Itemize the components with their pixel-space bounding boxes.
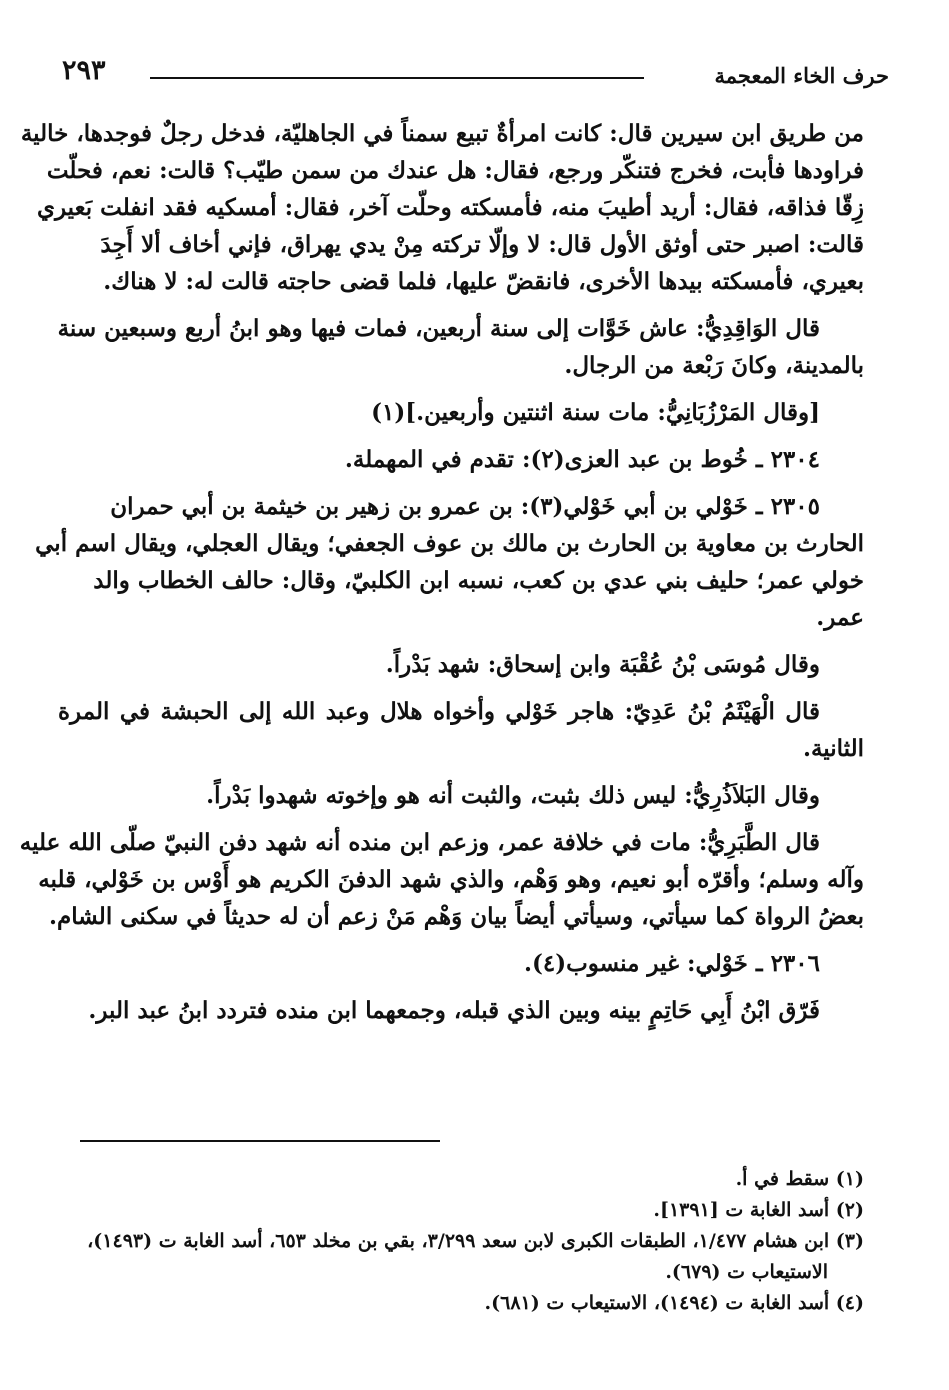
text-line: قال الوَاقِدِيُّ: عاش خَوَّات إلى سنة أربعين، فمات فيها وهو ابنُ أربع وسبعين سنة bbox=[57, 315, 820, 342]
paragraph-story bbox=[20, 115, 864, 300]
text-line: قالت: اصبر حتى أوثق الأول قال: لا وإلّا تركته مِنْ يدي يهراق، فإني أخاف ألا أَجِدَ bbox=[100, 231, 864, 258]
entry-2306: ٢٣٠٦ ـ خَوْلي: غير منسوب(٤). bbox=[523, 950, 820, 977]
paragraph-abi-hatim: فَرّق ابْنُ أَبِي حَاتِمٍ بينه وبين الذي قبله، وجمعهما ابن منده فتردد ابنُ عبد البر. bbox=[88, 997, 820, 1024]
header-rule bbox=[150, 77, 644, 79]
footnote-rule bbox=[80, 1140, 440, 1142]
text-line: خولي عمر؛ حليف بني عدي بن كعب، نسبه ابن الكلبيّ، وقال: حالف الخطاب والد bbox=[93, 567, 864, 594]
text-line: من طريق ابن سيرين قال: كانت امرأةٌ تبيع سمناً في الجاهليّة، فدخل رجلٌ فوجدها، خالية bbox=[20, 120, 864, 147]
chapter-title: حرف الخاء المعجمة bbox=[714, 63, 889, 88]
text-line: فراودها فأبت، فخرج فتنكّر ورجع، فقال: هل عندك من سمن طيّب؟ قالت: نعم، فحلّت bbox=[46, 157, 864, 184]
paragraph-musa: وقال مُوسَى بْنُ عُقْبَة وابن إسحاق: شهد بَدْراً. bbox=[385, 651, 820, 678]
paragraph-baladhuri: وقال البَلاَذُرِيُّ: ليس ذلك بثبت، والثبت أنه هو وإخوته شهدوا بَدْراً. bbox=[206, 782, 820, 809]
footnotes bbox=[80, 1140, 864, 1319]
text-line: بعيري، فأمسكته بيدها الأخرى، فانقضّ عليها، فلما قضى حاجته قالت له: لا هناك. bbox=[103, 268, 864, 295]
footnote-3-continued: الاستيعاب ت (٦٧٩). bbox=[665, 1261, 828, 1283]
footnote-1: (١) سقط في أ. bbox=[735, 1168, 864, 1190]
footnote-2: (٢) أسد الغابة ت [١٣٩١]. bbox=[653, 1199, 864, 1221]
text-line: بعضُ الرواة كما سيأتي، وسيأتي أيضاً بيان وَهْم مَنْ زعم أن له حديثاً في سكنى الشام. bbox=[49, 903, 864, 930]
paragraph-marzubani: [وقال المَرْزُبَانِيُّ: مات سنة اثنتين وأربعين.](١) bbox=[371, 399, 820, 426]
page-number: ٢٩٣ bbox=[62, 55, 106, 86]
footnote-3: (٣) ابن هشام ١/٤٧٧، الطبقات الكبرى لابن سعد ٣/٢٩٩، بقي بن مخلد ٦٥٣، أسد الغابة ت (١٤٩٣)، bbox=[87, 1230, 864, 1252]
text-line: الحارث بن معاوية بن الحارث بن مالك بن عوف الجعفي؛ ويقال العجلي، ويقال اسم أبي bbox=[35, 530, 864, 557]
footnote-4: (٤) أسد الغابة ت (١٤٩٤)، الاستيعاب ت (٦٨١). bbox=[484, 1292, 864, 1314]
main-text bbox=[19, 115, 864, 1039]
text-line: ٢٣٠٥ ـ خَوْلي بن أبي خَوْلي(٣): بن عمرو بن زهير بن خيثمة بن أبي حمران bbox=[110, 493, 820, 520]
running-header bbox=[62, 55, 889, 95]
text-line: زِقّا فذاقه، فقال: أريد أطيبَ منه، فأمسكته وحلّت آخر، فقال: أمسكيه فقد انفلت بَعيري bbox=[36, 194, 864, 221]
paragraph-tabari bbox=[19, 824, 864, 935]
text-line: عمر. bbox=[816, 604, 864, 631]
text-line: بالمدينة، وكانَ رَبْعة من الرجال. bbox=[564, 352, 864, 379]
paragraph-waqidi bbox=[58, 310, 864, 384]
entry-2305 bbox=[35, 488, 864, 636]
paragraph-haytham: قال الْهَيْثَمُ بْنُ عَدِيّ: هاجر خَوْلي وأخواه هلال وعبد الله إلى الحبشة في المرة الثانية. bbox=[58, 698, 864, 762]
entry-2304: ٢٣٠٤ ـ خُوط بن عبد العزى(٢): تقدم في المهملة. bbox=[344, 446, 820, 473]
text-line: قال الطَّبَرِيُّ: مات في خلافة عمر، وزعم ابن منده أنه شهد دفن النبيّ صلّى الله عليه bbox=[19, 829, 820, 856]
text-line: وآله وسلم؛ وأقرّه أبو نعيم، وهو وَهْم، والذي شهد الدفنَ الكريم هو أَوْس بن خَوْلي، قلبه bbox=[38, 866, 864, 893]
